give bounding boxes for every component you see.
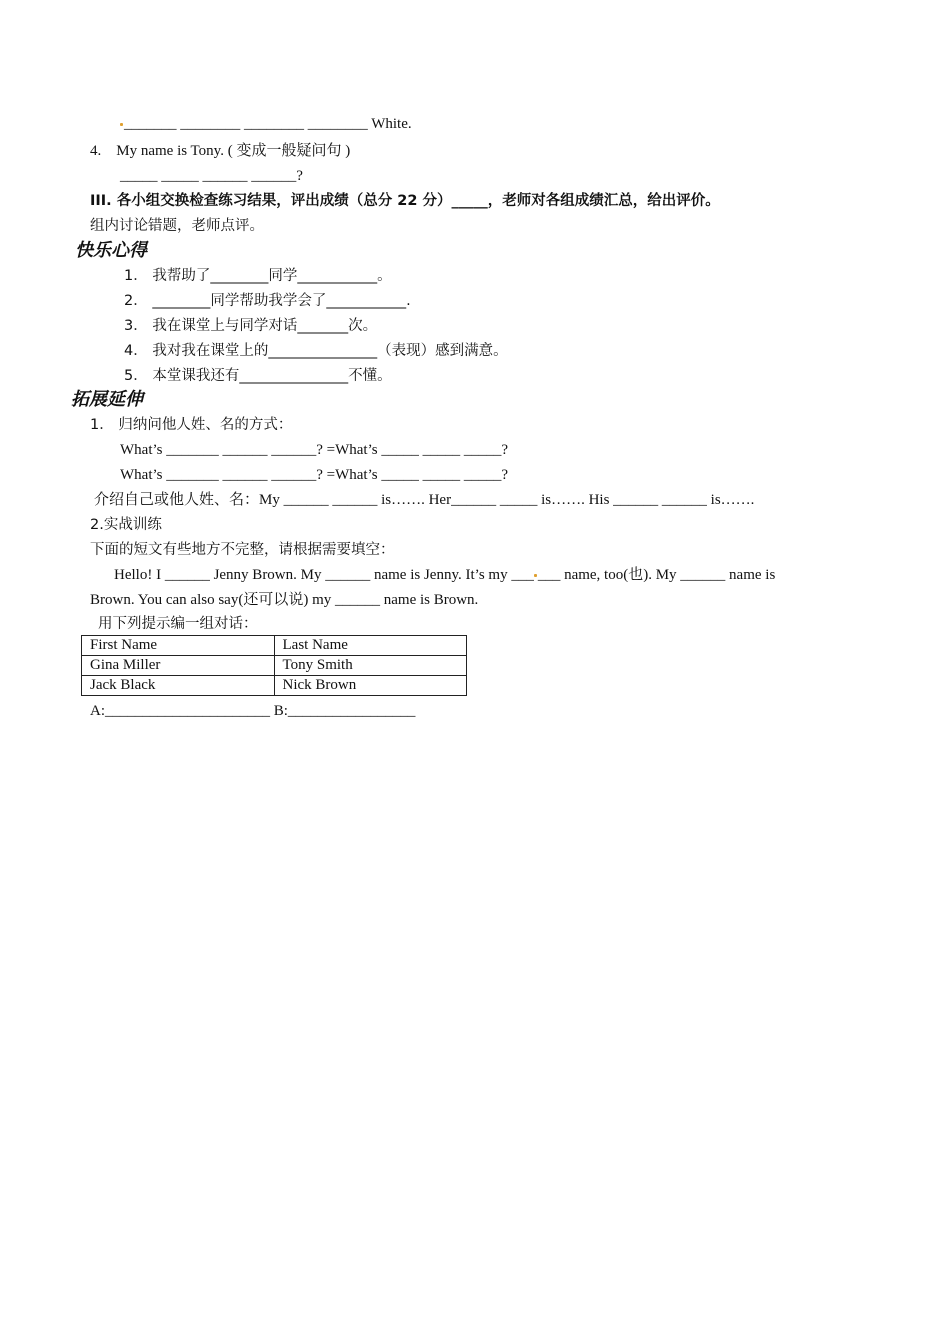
- passage-line-2: Brown. You can also say(还可以说) my ______ name is Brown.: [90, 592, 479, 608]
- whats-line-2: What’s _______ ______ ______? =What’s _____ _____ _____?: [120, 467, 509, 483]
- passage-line-1-part-a: Hello! I ______ Jenny Brown. My ______ name is Jenny. It’s my ___: [114, 567, 534, 583]
- bullet-dot-icon: [120, 123, 123, 126]
- table-cell: Tony Smith: [274, 656, 467, 676]
- table-row: [82, 656, 467, 676]
- question-item-4: [90, 142, 350, 160]
- item-text: My name is Tony. ( 变成一般疑问句 ): [116, 143, 351, 159]
- extend-item-1-title: 1． 归纳问他人姓、名的方式：: [90, 417, 293, 433]
- happy-item-2: 2． ________同学帮助我学会了___________.: [124, 293, 411, 309]
- happy-item-3: 3． 我在课堂上与同学对话_______次。: [124, 318, 378, 334]
- heading-extend: 拓展延伸: [71, 389, 143, 410]
- instruction: 下面的短文有些地方不完整，请根据需要填空：: [90, 542, 395, 558]
- table-header-cell: Last Name: [274, 636, 467, 656]
- dialog-instruction: 用下列提示编一组对话：: [98, 616, 258, 632]
- table-row: [82, 676, 467, 696]
- whats-line-1: What’s _______ ______ ______? =What’s _____ _____ _____?: [120, 442, 509, 458]
- bullet-dot-icon: [534, 574, 537, 577]
- table-header-row: [82, 636, 467, 656]
- passage-line-1-part-b: ___ name, too(也). My ______ name is: [537, 567, 776, 583]
- table-cell: Jack Black: [82, 676, 275, 696]
- question-item-4-blank: _____ _____ ______ ______?: [120, 168, 303, 184]
- intro-line: 介绍自己或他人姓、名：My ______ ______ is……. Her______ _____ is……. His ______ ______ is…….: [94, 492, 755, 508]
- answer-line: A:______________________ B:_________________: [90, 703, 416, 719]
- passage-line-1: [114, 566, 775, 584]
- table-cell: Gina Miller: [82, 656, 275, 676]
- blank-line-white-text: _______ ________ ________ ________ White.: [124, 116, 412, 132]
- happy-item-5: 5． 本堂课我还有_______________不懂。: [124, 368, 392, 384]
- blank-line-white: [120, 115, 412, 133]
- item-number: 4.: [90, 143, 102, 159]
- table-header-cell: First Name: [82, 636, 275, 656]
- extend-item-2-title: 2.实战训练: [90, 517, 162, 533]
- section-3-title: III. 各小组交换检查练习结果，评出成绩（总分 22 分）_____，老师对各组成绩汇总，给出评价。: [90, 193, 720, 209]
- happy-item-1: 1． 我帮助了________同学___________。: [124, 268, 392, 284]
- happy-item-4: 4． 我对我在课堂上的_______________（表现）感到满意。: [124, 343, 508, 359]
- heading-happy: 快乐心得: [75, 240, 147, 261]
- table-cell: Nick Brown: [274, 676, 467, 696]
- section-3-discuss: 组内讨论错题，老师点评。: [90, 218, 264, 234]
- names-table: [81, 635, 467, 696]
